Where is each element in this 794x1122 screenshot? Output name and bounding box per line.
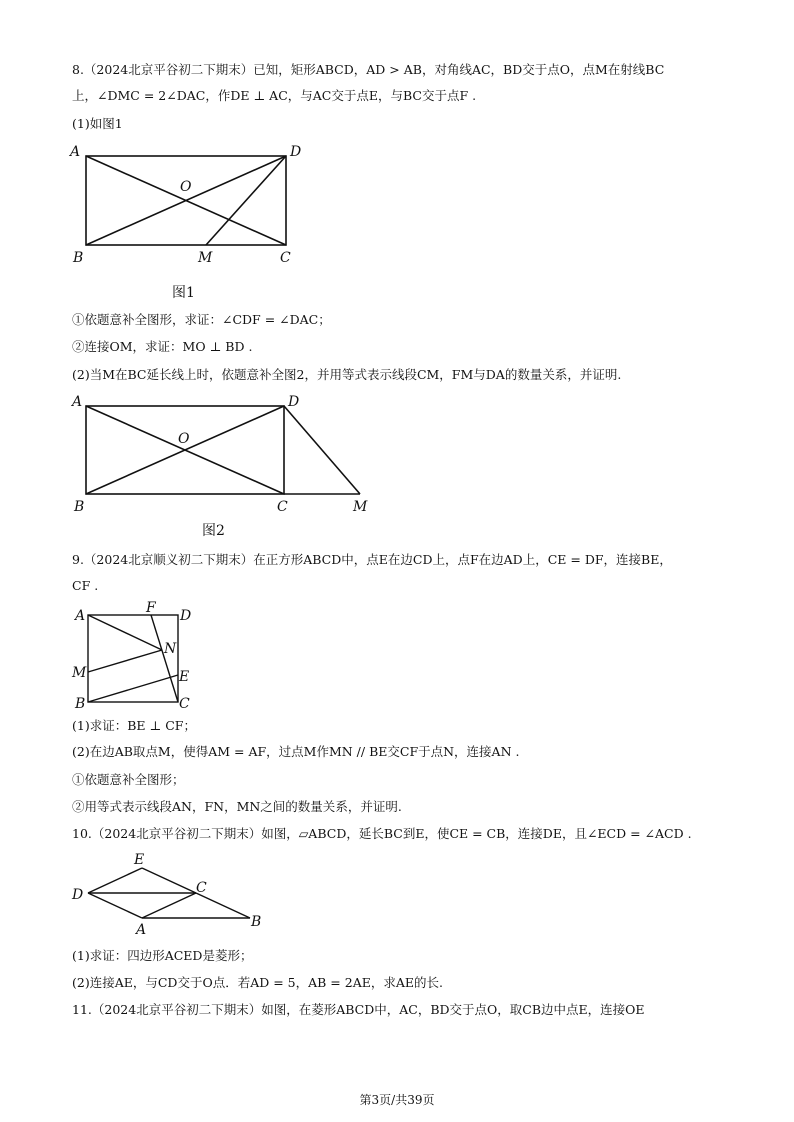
fig2-label-a: A <box>72 394 83 410</box>
q8-sub1: ①依题意补全图形，求证：∠CDF = ∠DAC； <box>72 312 331 327</box>
q9-part2: (2)在边AB取点M，使得AM = AF，过点M作MN // BE交CF于点N，连接AN . <box>72 744 520 759</box>
fig1-label-m: M <box>198 250 213 266</box>
q10-segment-da <box>88 893 142 918</box>
q9-segment-cf <box>151 615 178 702</box>
fig2-label-c: C <box>277 499 288 515</box>
q9-label-c: C <box>179 696 190 712</box>
q10-segment-ac <box>142 893 196 918</box>
q9-sub1: ①依题意补全图形； <box>72 772 185 787</box>
q9-segment-an <box>88 615 162 650</box>
q9-figure <box>66 600 206 716</box>
q10-part2: (2)连接AE，与CD交于O点．若AD = 5，AB = 2AE，求AE的长. <box>72 975 443 990</box>
q8-stem-line1: 8.（2024北京平谷初二下期末）已知，矩形ABCD，AD > AB，对角线AC，BD交于点O，点M在射线BC <box>72 62 665 77</box>
fig1-segment-dm <box>206 156 286 245</box>
q9-label-d: D <box>180 608 192 624</box>
q11-stem-line1: 11.（2024北京平谷初二下期末）如图，在菱形ABCD中，AC，BD交于点O，取CB边中点E，连接OE <box>72 1002 645 1017</box>
q9-segment-mn <box>88 650 162 672</box>
q10-stem-line1: 10.（2024北京平谷初二下期末）如图，▱ABCD，延长BC到E，使CE = CB，连接DE，且∠ECD = ∠ACD . <box>72 826 692 841</box>
fig2-label-m: M <box>353 499 368 515</box>
fig2-label-d: D <box>288 394 300 410</box>
q10-label-c: C <box>196 880 207 896</box>
q10-label-d: D <box>72 887 84 903</box>
fig2-label-o: O <box>178 431 190 447</box>
fig1-label-o: O <box>180 179 192 195</box>
fig1-label-d: D <box>290 144 302 160</box>
q9-label-e: E <box>179 669 190 685</box>
q9-label-b: B <box>75 696 86 712</box>
q9-stem-line2: CF . <box>72 578 99 593</box>
q10-figure <box>66 848 266 942</box>
q8-figure2 <box>60 390 380 544</box>
q9-label-m: M <box>72 665 87 681</box>
q10-segment-de <box>88 868 142 893</box>
q8-stem-line2: 上，∠DMC = 2∠DAC，作DE ⊥ AC，与AC交于点E，与BC交于点F . <box>72 88 477 103</box>
page-footer: 第3页/共39页 <box>359 1093 435 1107</box>
fig1-caption: 图1 <box>172 285 195 301</box>
q9-stem-line1: 9.（2024北京顺义初二下期末）在正方形ABCD中，点E在边CD上，点F在边AD上，CE = DF，连接BE， <box>72 552 672 567</box>
q10-segment-ec <box>142 868 196 893</box>
q10-segment-cb <box>196 893 250 918</box>
q8-part2: (2)当M在BC延长线上时，依题意补全图2，并用等式表示线段CM，FM与DA的数量关系，并证明. <box>72 367 622 382</box>
q8-figure1 <box>60 140 320 314</box>
q10-label-a: A <box>136 922 147 938</box>
q8-sub2: ②连接OM，求证：MO ⊥ BD . <box>72 339 253 354</box>
q10-label-b: B <box>251 914 262 930</box>
q9-segment-be <box>88 675 178 702</box>
q8-part1-label: (1)如图1 <box>72 116 123 131</box>
q9-label-a: A <box>75 608 86 624</box>
q9-label-n: N <box>164 641 177 657</box>
q9-label-f: F <box>146 600 156 616</box>
q9-part1: (1)求证：BE ⊥ CF； <box>72 718 196 733</box>
fig1-label-b: B <box>73 250 84 266</box>
fig1-label-c: C <box>280 250 291 266</box>
q10-label-e: E <box>134 852 145 868</box>
q10-part1: (1)求证：四边形ACED是菱形； <box>72 948 253 963</box>
fig2-segment-dm <box>284 406 360 494</box>
q9-sub2: ②用等式表示线段AN，FN，MN之间的数量关系，并证明. <box>72 799 402 814</box>
fig1-label-a: A <box>70 144 81 160</box>
fig2-label-b: B <box>74 499 85 515</box>
fig2-caption: 图2 <box>202 523 225 539</box>
